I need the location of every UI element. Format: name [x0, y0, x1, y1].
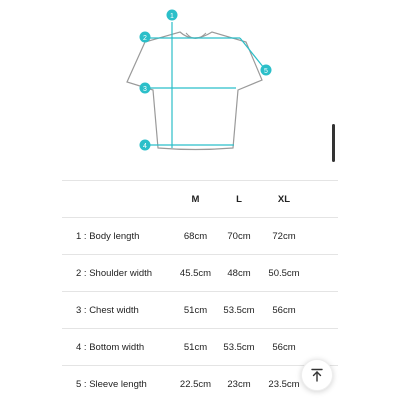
row-label: 1 : Body length	[76, 230, 140, 242]
cell-m: 68cm	[183, 230, 208, 242]
marker-5	[261, 65, 272, 76]
cell-l: 70cm	[227, 230, 251, 242]
cell-l: 48cm	[227, 267, 251, 279]
table-row	[62, 365, 338, 400]
arrow-up-to-line-icon	[310, 368, 324, 382]
svg-text:4: 4	[143, 143, 147, 150]
marker-1	[167, 10, 178, 21]
row-label: 3 : Chest width	[76, 304, 139, 316]
cell-l: 23cm	[227, 378, 251, 390]
table-row	[62, 254, 338, 291]
svg-text:5: 5	[264, 68, 268, 75]
table-row	[62, 217, 338, 254]
row-label: 4 : Bottom width	[76, 341, 145, 353]
svg-text:1: 1	[170, 13, 174, 20]
cell-xl: 23.5cm	[268, 378, 300, 390]
table-row	[62, 291, 338, 328]
cell-xl: 56cm	[272, 341, 296, 353]
svg-text:2: 2	[143, 35, 147, 42]
row-label: 5 : Sleeve length	[76, 378, 147, 390]
cell-xl: 50.5cm	[268, 267, 300, 279]
column-header-m: M	[191, 193, 200, 205]
sleeve-length-line	[240, 38, 264, 68]
marker-4	[140, 140, 151, 151]
cell-l: 53.5cm	[223, 304, 255, 316]
cell-xl: 56cm	[272, 304, 296, 316]
cell-m: 22.5cm	[179, 378, 212, 390]
tshirt-measurement-diagram	[0, 0, 400, 170]
cell-xl: 72cm	[272, 230, 296, 242]
cell-m: 45.5cm	[179, 267, 212, 279]
cell-m: 51cm	[183, 341, 208, 353]
size-table	[62, 180, 338, 400]
marker-3	[140, 83, 151, 94]
table-row	[62, 328, 338, 365]
column-header-xl: XL	[277, 193, 291, 205]
row-label: 2 : Shoulder width	[76, 267, 153, 279]
cell-l: 53.5cm	[223, 341, 255, 353]
column-header-l: L	[236, 193, 242, 205]
svg-text:3: 3	[143, 86, 147, 93]
scrollbar[interactable]	[332, 124, 335, 162]
cell-m: 51cm	[183, 304, 208, 316]
marker-2	[140, 32, 151, 43]
scroll-to-top-button[interactable]	[301, 359, 333, 391]
table-header-row	[62, 180, 338, 217]
